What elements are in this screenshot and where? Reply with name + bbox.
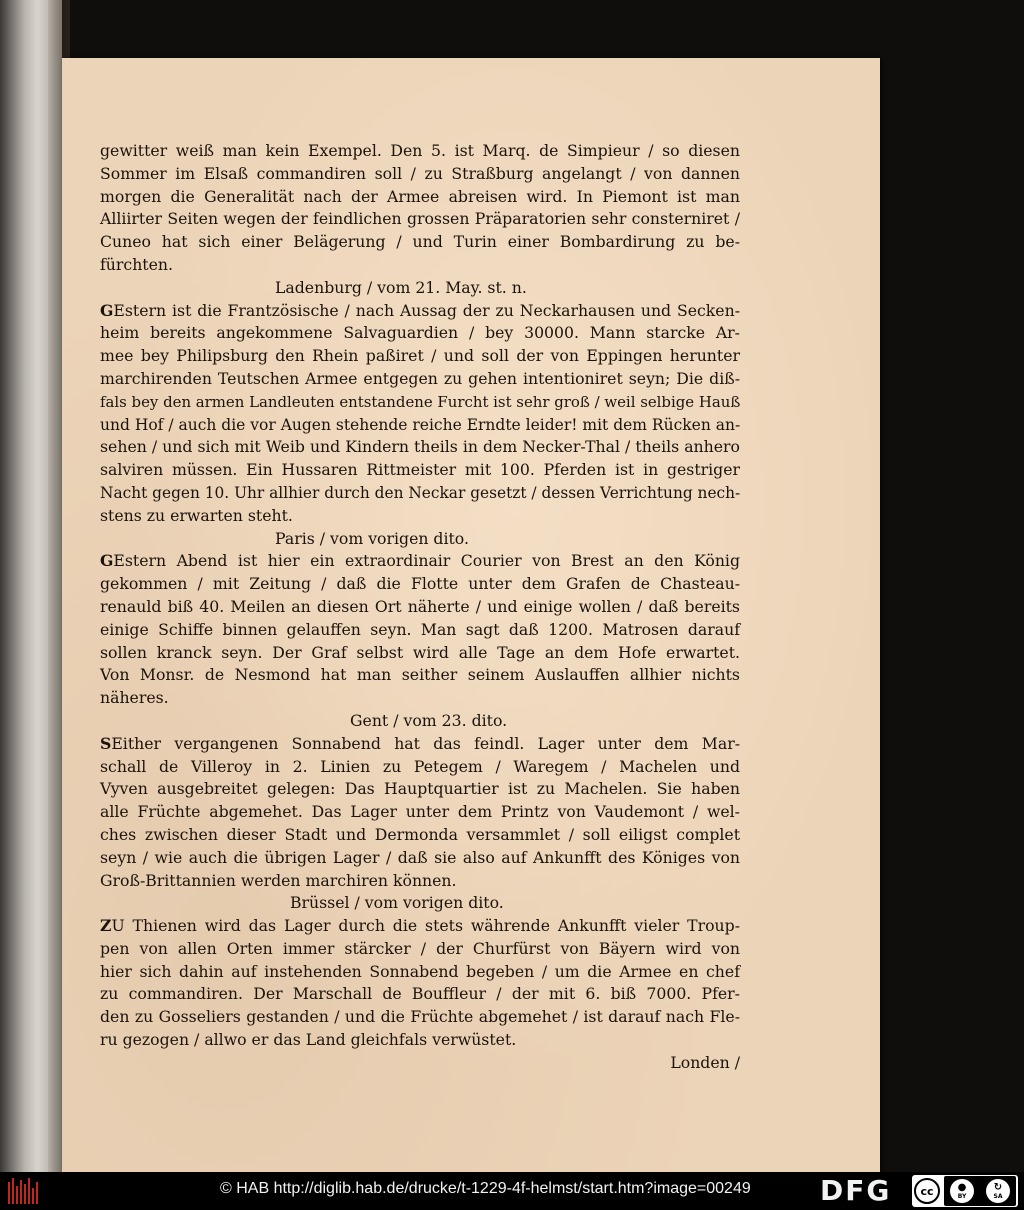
text-line: renauld biß 40. Meilen an diesen Ort näherte / und einige wollen / daß bereits <box>100 596 740 616</box>
text-line: Cuneo hat sich einer Belägerung / und Turin einer Bombardirung zu be- <box>100 232 740 252</box>
text-line: Vyven ausgebreitet gelegen: Das Hauptquartier ist zu Machelen. Sie haben <box>100 779 740 799</box>
text-line: seyn / wie auch die übrigen Lager / daß sie also auf Ankunfft des Königes von <box>100 847 740 867</box>
paragraph-first-line: ZU Thienen wird das Lager durch die stets währende Ankunfft vieler Troup- <box>100 916 740 936</box>
paragraph-last-line: ru gezogen / allwo er das Land gleichfals verwüstet. <box>100 1030 517 1050</box>
text-line: Sommer im Elsaß commandiren soll / zu Straßburg angelangt / von dannen <box>100 163 740 183</box>
text-line: zu commandiren. Der Marschall de Bouffleur / der mit 6. biß 7000. Pfer- <box>100 984 740 1004</box>
page-text <box>100 140 740 1075</box>
text-line: salviren müssen. Ein Hussaren Rittmeister mit 100. Pferden ist in gestriger <box>100 460 740 480</box>
sa-label: SA <box>993 1192 1003 1200</box>
text-line: ches zwischen dieser Stadt und Dermonda versammlet / soll eiligst complet <box>100 824 740 844</box>
paragraph-first-line: GEstern Abend ist hier ein extraordinair Courier von Brest an den König <box>100 551 740 571</box>
section-heading: Ladenburg / vom 21. May. st. n. <box>275 277 527 297</box>
text-line: morgen die Generalität nach der Armee abreisen wird. In Piemont ist man <box>100 186 740 206</box>
paragraph-first-line: GEstern ist die Frantzösische / nach Aussag der zu Neckarhausen und Secken- <box>100 300 740 320</box>
dfg-logo[interactable]: DFG <box>820 1174 892 1207</box>
section-heading: Gent / vom 23. dito. <box>350 710 508 730</box>
paragraph-last-line: näheres. <box>100 688 169 708</box>
text-line: hier sich dahin auf instehenden Sonnabend begeben / um die Armee en chef <box>100 961 740 981</box>
text-line: sollen kranck seyn. Der Graf selbst wird alle Tage an dem Hofe erwartet. <box>100 642 740 662</box>
text-line: Von Monsr. de Nesmond hat man seither seinem Auslauffen allhier nichts <box>100 665 740 685</box>
text-line: Alliirter Seiten wegen der feindlichen grossen Präparatorien sehr consterniret / <box>100 209 740 229</box>
cc-license-badge[interactable] <box>912 1175 1018 1207</box>
text-line: pen von allen Orten immer stärcker / der Churfürst von Bäyern wird von <box>100 938 740 958</box>
text-line: sehen / und sich mit Weib und Kindern theils in dem Necker-Thal / theils anhero <box>100 437 740 457</box>
text-line: schall de Villeroy in 2. Linien zu Petegem / Waregem / Machelen und <box>100 756 740 776</box>
viewer-footer <box>0 1172 1024 1210</box>
copyright-link[interactable]: © HAB http://diglib.hab.de/drucke/t-1229-4f-helmst/start.htm?image=00249 <box>220 1180 751 1197</box>
hab-logo-icon[interactable] <box>8 1178 38 1204</box>
text-line: mee bey Philipsburg den Rhein paßiret / und soll der von Eppingen herunter <box>100 346 740 366</box>
cc-tags <box>944 1176 1016 1206</box>
paragraph-first-line: SEither vergangenen Sonnabend hat das feindl. Lager unter dem Mar- <box>100 733 740 753</box>
text-line: marchirenden Teutschen Armee entgegen zu gehen intentioniret seyn; Die diß- <box>100 368 740 388</box>
paragraph-last-line: fürchten. <box>100 254 173 274</box>
by-label: BY <box>957 1192 967 1200</box>
catchword: Londen / <box>670 1052 740 1072</box>
scanned-page <box>62 58 880 1172</box>
text-line: und Hof / auch die vor Augen stehende reiche Erndte leider! mit dem Rücken an- <box>100 415 741 434</box>
text-line: gewitter weiß man kein Exempel. Den 5. ist Marq. de Simpieur / so diesen <box>100 141 740 160</box>
text-line: den zu Gosseliers gestanden / und die Früchte abgemehet / ist darauf nach Fle- <box>100 1007 740 1027</box>
paragraph-last-line: stens zu erwarten steht. <box>100 505 293 525</box>
text-line: einige Schiffe binnen gelauffen seyn. Man sagt daß 1200. Matrosen darauf <box>100 619 740 639</box>
text-line: heim bereits angekommene Salvaguardien / bey 30000. Mann starcke Ar- <box>100 323 740 343</box>
text-line: fals bey den armen Landleuten entstandene Furcht ist sehr groß / weil selbige Hauß <box>100 392 741 411</box>
text-line: gekommen / mit Zeitung / daß die Flotte unter dem Grafen de Chasteau- <box>100 574 740 594</box>
section-heading: Paris / vom vorigen dito. <box>275 528 469 548</box>
text-line: alle Früchte abgemehet. Das Lager unter dem Printz von Vaudemont / wel- <box>100 802 740 822</box>
attribution-icon: ● BY <box>950 1179 974 1203</box>
paragraph-last-line: Groß-Brittannien werden marchiren können. <box>100 870 457 890</box>
text-line: Nacht gegen 10. Uhr allhier durch den Neckar gesetzt / dessen Verrichtung nech- <box>100 483 741 502</box>
cc-icon: cc <box>914 1178 940 1204</box>
section-heading: Brüssel / vom vorigen dito. <box>290 893 504 913</box>
share-alike-icon: ↻ SA <box>986 1179 1010 1203</box>
